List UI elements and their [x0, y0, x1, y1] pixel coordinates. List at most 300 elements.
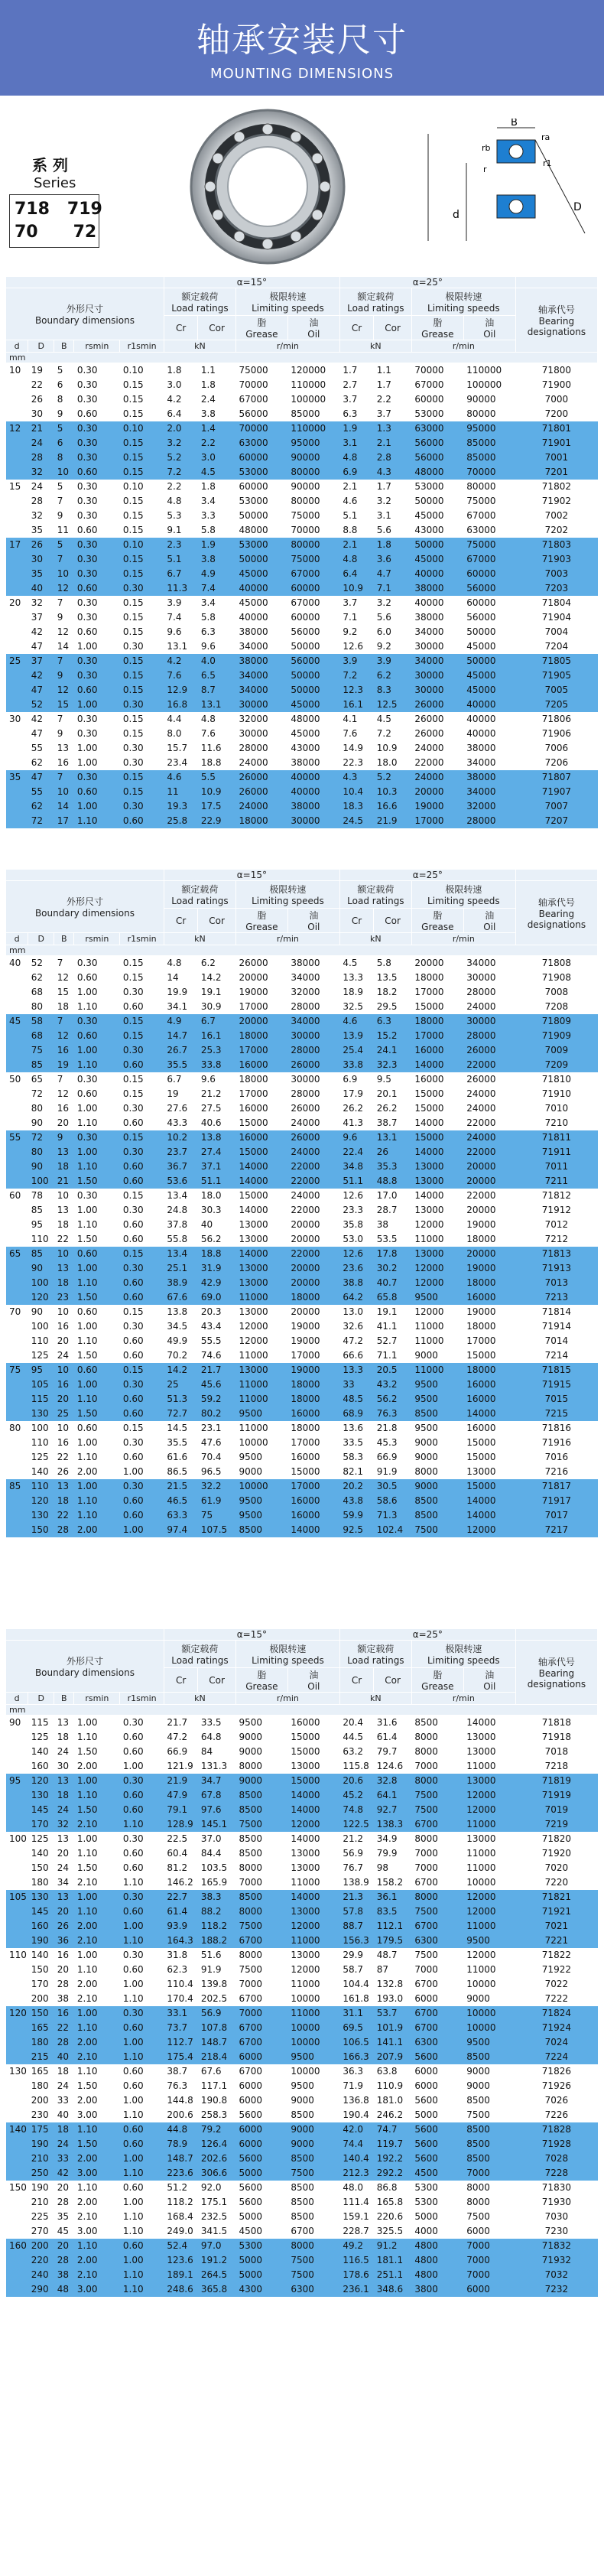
table-cell: 13000	[235, 1261, 287, 1276]
table-cell: 45000	[287, 698, 339, 712]
header-blank-cell	[515, 277, 597, 288]
table-cell: 9	[54, 509, 74, 523]
table-row	[6, 1846, 598, 1861]
table-cell: 42.9	[198, 1276, 236, 1290]
table-cell: 0.15	[120, 509, 164, 523]
table-cell	[6, 1436, 28, 1450]
table-row	[6, 2064, 598, 2079]
table-cell: 45	[6, 1014, 28, 1029]
table-row	[6, 2181, 598, 2195]
table-cell: 1.10	[120, 2268, 164, 2282]
table-cell: 24	[54, 2079, 74, 2093]
table-cell: 21	[28, 421, 54, 436]
table-row	[6, 1963, 598, 1977]
table-cell: 58.3	[339, 1450, 373, 1465]
table-cell: 24000	[463, 1087, 515, 1101]
table-cell: 7008	[515, 985, 597, 1000]
table-cell: 13000	[235, 1276, 287, 1290]
table-cell: 12000	[463, 1803, 515, 1817]
table-cell: 6300	[411, 2035, 463, 2050]
table-cell: 7005	[515, 683, 597, 698]
header-designation	[515, 288, 597, 353]
table-cell: 5	[54, 363, 74, 379]
table-cell	[6, 407, 28, 421]
table-row	[6, 1290, 598, 1305]
table-cell: 56000	[463, 610, 515, 625]
table-row	[6, 1072, 598, 1087]
table-cell: 11	[164, 785, 197, 799]
table-cell: 47	[28, 770, 54, 785]
header-angle-15: α=15°	[164, 870, 339, 881]
header-grease-cn: 脂	[433, 317, 443, 328]
table-cell: 13	[54, 1774, 74, 1788]
table-cell: 107.5	[198, 1523, 236, 1537]
table-cell: 1.10	[74, 2064, 120, 2079]
table-cell: 23.1	[198, 1421, 236, 1436]
table-row	[6, 2210, 598, 2224]
table-cell: 10000	[287, 2035, 339, 2050]
table-row	[6, 1058, 598, 1072]
table-cell: 7.2	[164, 465, 197, 480]
header-col-cr: Cr	[339, 909, 373, 933]
table-cell: 9500	[463, 1934, 515, 1948]
table-cell: 70000	[235, 421, 287, 436]
table-row	[6, 1803, 598, 1817]
table-cell: 6000	[235, 2122, 287, 2137]
header-oil-cn: 油	[309, 317, 319, 328]
table-cell: 7032	[515, 2268, 597, 2282]
table-cell: 5.6	[374, 523, 412, 538]
table-cell: 43.8	[339, 1494, 373, 1508]
table-cell: 24	[54, 1803, 74, 1817]
table-cell: 70	[6, 1305, 28, 1319]
table-cell: 4.5	[339, 956, 373, 971]
table-cell: 1.00	[74, 1377, 120, 1392]
table-cell: 71918	[515, 1730, 597, 1745]
table-cell	[6, 1465, 28, 1479]
table-cell: 20.4	[339, 1716, 373, 1731]
table-cell: 8	[54, 450, 74, 465]
table-cell	[6, 1730, 28, 1745]
table-cell: 1.10	[74, 1494, 120, 1508]
table-cell: 52	[28, 956, 54, 971]
table-cell: 1.10	[120, 2166, 164, 2181]
table-cell: 35.5	[164, 1436, 197, 1450]
series-code-grid	[9, 194, 102, 248]
table-cell: 26	[54, 1919, 74, 1934]
table-cell: 48.5	[339, 1392, 373, 1407]
table-cell: 225	[28, 2210, 54, 2224]
table-cell: 110.4	[164, 1977, 197, 1992]
table-cell: 17000	[287, 1436, 339, 1450]
table-cell: 141.1	[374, 2035, 412, 2050]
table-cell: 165	[28, 2064, 54, 2079]
header-grease-cn: 脂	[433, 910, 443, 921]
table-cell: 8000	[411, 1465, 463, 1479]
table-cell: 0.60	[120, 1904, 164, 1919]
header-col-cr: Cr	[164, 316, 197, 340]
table-cell: 4.8	[339, 552, 373, 567]
table-cell: 7022	[515, 1977, 597, 1992]
table-cell: 1.00	[120, 2093, 164, 2108]
table-cell: 71917	[515, 1494, 597, 1508]
table-cell: 18000	[411, 971, 463, 985]
table-cell: 9	[54, 668, 74, 683]
table-cell: 71905	[515, 668, 597, 683]
table-cell: 71803	[515, 538, 597, 552]
table-cell: 12000	[287, 1963, 339, 1977]
table-cell: 71822	[515, 1948, 597, 1963]
table-cell: 71814	[515, 1305, 597, 1319]
header-unit-mm: mm	[6, 353, 598, 363]
table-cell: 16000	[463, 1377, 515, 1392]
table-row	[6, 1479, 598, 1494]
table-cell: 71916	[515, 1436, 597, 1450]
table-cell: 16.1	[339, 698, 373, 712]
table-cell: 20000	[287, 1232, 339, 1247]
table-cell: 4.8	[164, 494, 197, 509]
table-cell: 12	[54, 1087, 74, 1101]
table-row	[6, 668, 598, 683]
table-cell: 68	[28, 985, 54, 1000]
table-row	[6, 741, 598, 756]
table-cell: 7500	[411, 1948, 463, 1963]
table-cell: 5.2	[374, 770, 412, 785]
table-cell: 0.15	[120, 1072, 164, 1087]
table-cell: 1.00	[74, 1043, 120, 1058]
table-cell: 84	[198, 1745, 236, 1759]
table-cell: 4.6	[339, 494, 373, 509]
table-cell: 45000	[463, 668, 515, 683]
header-load-group	[339, 1641, 411, 1668]
table-cell: 20.3	[198, 1305, 236, 1319]
table-cell: 15000	[411, 1087, 463, 1101]
table-cell: 3.00	[74, 2282, 120, 2297]
table-cell: 95	[28, 1363, 54, 1377]
table-cell: 130	[28, 1890, 54, 1904]
table-cell: 4800	[411, 2253, 463, 2268]
header-col-r1s: r1smin	[120, 933, 164, 945]
diagram-label: ra	[541, 132, 550, 142]
table-cell: 71914	[515, 1319, 597, 1334]
table-cell: 20000	[463, 1174, 515, 1189]
table-cell: 17000	[411, 814, 463, 828]
table-cell: 27.5	[198, 1101, 236, 1116]
table-row	[6, 1861, 598, 1875]
header-col-cor: Cor	[374, 909, 412, 933]
table-cell: 117.1	[198, 2079, 236, 2093]
table-cell: 6000	[411, 2064, 463, 2079]
table-cell	[6, 552, 28, 567]
table-cell: 8000	[463, 2195, 515, 2210]
header-speed-group	[235, 1641, 339, 1668]
table-cell: 22000	[287, 1247, 339, 1261]
table-cell: 40	[6, 956, 28, 971]
table-cell: 3.8	[198, 407, 236, 421]
table-cell: 7218	[515, 1759, 597, 1774]
table-cell: 7224	[515, 2050, 597, 2064]
table-cell: 7011	[515, 1160, 597, 1174]
table-cell: 4000	[411, 2224, 463, 2239]
table-cell: 0.60	[120, 1232, 164, 1247]
table-cell: 0.30	[120, 1890, 164, 1904]
header-grease-en: Grease	[245, 922, 278, 932]
table-cell: 1.50	[74, 1290, 120, 1305]
table-cell: 33.5	[198, 1716, 236, 1731]
diagram-line	[535, 140, 585, 233]
table-cell: 5600	[235, 2152, 287, 2166]
table-cell: 33.8	[339, 1058, 373, 1072]
table-cell: 16000	[463, 1290, 515, 1305]
table-cell: 160	[28, 1919, 54, 1934]
table-cell: 16.6	[374, 799, 412, 814]
table-cell: 0.60	[120, 1174, 164, 1189]
table-cell: 0.15	[120, 1014, 164, 1029]
table-cell: 60.4	[164, 1846, 197, 1861]
table-cell: 56.9	[198, 2006, 236, 2021]
table-cell: 110	[28, 1232, 54, 1247]
table-cell: 16	[54, 2006, 74, 2021]
table-cell: 250	[28, 2166, 54, 2181]
table-cell: 19000	[463, 1261, 515, 1276]
table-cell: 1.10	[74, 2021, 120, 2035]
page-title-en: MOUNTING DIMENSIONS	[209, 66, 395, 82]
table-cell: 64.2	[339, 1290, 373, 1305]
table-cell: 17000	[463, 1334, 515, 1348]
table-cell: 30000	[411, 639, 463, 654]
header-unit-kn: kN	[164, 340, 235, 353]
table-row	[6, 1145, 598, 1160]
table-cell: 74.8	[339, 1803, 373, 1817]
table-cell: 16000	[463, 1392, 515, 1407]
table-cell: 32000	[287, 985, 339, 1000]
table-cell: 7	[54, 712, 74, 727]
table-cell: 14000	[411, 1058, 463, 1072]
table-cell: 12	[54, 581, 74, 596]
table-cell: 71.9	[339, 2079, 373, 2093]
header-speed-cn: 极限转速	[445, 884, 482, 895]
table-cell: 140	[6, 2122, 28, 2137]
spec-table-block	[6, 870, 598, 1537]
table-cell: 175	[28, 2122, 54, 2137]
table-cell: 161.8	[339, 1992, 373, 2006]
table-cell: 63000	[235, 436, 287, 450]
table-cell: 71812	[515, 1189, 597, 1203]
table-cell: 20	[54, 2239, 74, 2253]
table-cell: 3.9	[374, 654, 412, 668]
table-cell: 90	[28, 1116, 54, 1130]
table-cell: 7017	[515, 1508, 597, 1523]
table-cell: 32.8	[374, 1774, 412, 1788]
table-cell: 71903	[515, 552, 597, 567]
table-cell: 7205	[515, 698, 597, 712]
table-cell: 15000	[411, 1101, 463, 1116]
table-cell: 18	[54, 1788, 74, 1803]
header-unit-rpm: r/min	[411, 933, 515, 945]
table-cell: 13000	[235, 1218, 287, 1232]
table-cell: 11000	[235, 1421, 287, 1436]
table-cell: 34000	[235, 639, 287, 654]
header-col-cr: Cr	[164, 1668, 197, 1693]
table-cell: 0.30	[120, 1043, 164, 1058]
table-cell: 21.2	[339, 1832, 373, 1846]
table-cell: 0.10	[120, 538, 164, 552]
table-cell: 22000	[287, 1174, 339, 1189]
header-col-d: d	[6, 933, 28, 945]
table-cell: 97.0	[198, 2239, 236, 2253]
table-cell: 22	[28, 378, 54, 392]
table-cell: 8000	[411, 1774, 463, 1788]
table-cell: 6700	[235, 2021, 287, 2035]
table-cell: 7226	[515, 2108, 597, 2122]
table-cell: 61.4	[374, 1730, 412, 1745]
table-cell: 20000	[235, 1014, 287, 1029]
table-cell: 71911	[515, 1145, 597, 1160]
table-cell: 71915	[515, 1377, 597, 1392]
table-row	[6, 2224, 598, 2239]
table-cell: 7012	[515, 1218, 597, 1232]
table-cell: 0.15	[120, 552, 164, 567]
table-cell: 120	[28, 1494, 54, 1508]
table-cell: 4.8	[198, 712, 236, 727]
table-cell: 72	[28, 814, 54, 828]
table-cell: 1.10	[74, 2122, 120, 2137]
table-cell: 5600	[411, 2152, 463, 2166]
table-cell: 10000	[463, 1977, 515, 1992]
table-cell: 6000	[235, 2093, 287, 2108]
table-cell: 7500	[235, 1817, 287, 1832]
table-cell	[6, 1963, 28, 1977]
table-cell: 0.15	[120, 450, 164, 465]
table-cell: 38000	[287, 956, 339, 971]
table-cell: 0.15	[120, 494, 164, 509]
table-cell	[6, 450, 28, 465]
table-cell: 11000	[463, 1919, 515, 1934]
header-unit-kn: kN	[339, 1693, 411, 1705]
table-cell: 1.50	[74, 1174, 120, 1189]
table-cell	[6, 523, 28, 538]
table-row	[6, 639, 598, 654]
table-cell: 7009	[515, 1043, 597, 1058]
table-cell: 11000	[463, 1846, 515, 1861]
table-cell: 18.3	[339, 799, 373, 814]
table-row	[6, 2195, 598, 2210]
table-cell: 70000	[287, 523, 339, 538]
table-cell: 74.7	[374, 2122, 412, 2137]
table-cell: 3.7	[339, 392, 373, 407]
table-cell: 80000	[463, 480, 515, 494]
header-load-cn: 额定载荷	[357, 884, 395, 895]
table-cell: 35.8	[339, 1218, 373, 1232]
table-cell: 27.4	[198, 1145, 236, 1160]
diagram-label: rb	[482, 143, 491, 153]
table-cell: 28000	[463, 985, 515, 1000]
table-cell: 138.9	[339, 1875, 373, 1890]
table-cell: 20.2	[339, 1479, 373, 1494]
table-cell: 85	[28, 1247, 54, 1261]
table-cell: 220	[28, 2253, 54, 2268]
table-cell: 32	[28, 596, 54, 610]
table-cell: 13000	[463, 1745, 515, 1759]
table-cell: 67.6	[198, 2064, 236, 2079]
table-cell: 30000	[287, 814, 339, 828]
table-cell: 21.9	[164, 1774, 197, 1788]
table-cell: 71810	[515, 1072, 597, 1087]
table-cell: 11000	[411, 1319, 463, 1334]
table-cell: 1.00	[74, 1145, 120, 1160]
table-cell: 145	[28, 1803, 54, 1817]
table-cell: 30.5	[374, 1479, 412, 1494]
table-cell: 30	[28, 407, 54, 421]
table-cell: 40000	[463, 698, 515, 712]
table-cell: 64.8	[198, 1730, 236, 1745]
table-cell: 2.2	[198, 436, 236, 450]
table-cell: 4.0	[198, 654, 236, 668]
table-cell: 22000	[287, 1203, 339, 1218]
table-cell: 83.5	[374, 1904, 412, 1919]
table-row	[6, 1948, 598, 1963]
table-cell: 40000	[235, 610, 287, 625]
table-cell: 8500	[235, 1788, 287, 1803]
table-cell: 7	[54, 494, 74, 509]
table-cell: 125	[28, 1450, 54, 1465]
table-cell: 13000	[463, 1774, 515, 1788]
table-cell: 60000	[463, 567, 515, 581]
table-cell: 0.10	[120, 421, 164, 436]
table-row	[6, 1730, 598, 1745]
table-cell: 5.2	[164, 450, 197, 465]
table-cell: 4.7	[374, 567, 412, 581]
table-cell: 13.4	[164, 1247, 197, 1261]
table-cell: 145	[28, 1904, 54, 1919]
table-cell: 53.5	[374, 1232, 412, 1247]
table-cell: 16.8	[164, 698, 197, 712]
header-load-cn: 额定载荷	[357, 291, 395, 302]
table-cell	[6, 1977, 28, 1992]
table-cell: 88.2	[198, 1904, 236, 1919]
table-cell: 7002	[515, 509, 597, 523]
table-cell: 0.30	[120, 1101, 164, 1116]
table-cell: 4.5	[374, 712, 412, 727]
table-cell: 38.8	[339, 1276, 373, 1290]
header-angle-15: α=15°	[164, 277, 339, 288]
table-cell: 18000	[411, 1014, 463, 1029]
table-cell: 1.00	[74, 1261, 120, 1276]
table-cell: 45000	[411, 509, 463, 523]
table-cell: 50	[6, 1072, 28, 1087]
table-row	[6, 1832, 598, 1846]
table-cell: 18	[54, 1218, 74, 1232]
table-cell: 56000	[411, 450, 463, 465]
table-cell: 72	[28, 1087, 54, 1101]
table-cell: 7026	[515, 2093, 597, 2108]
table-cell: 71906	[515, 727, 597, 741]
table-cell: 10	[54, 1305, 74, 1319]
table-cell: 240	[28, 2268, 54, 2282]
header-speed-cn: 极限转速	[269, 884, 307, 895]
table-cell: 32000	[463, 799, 515, 814]
table-cell: 25.4	[339, 1043, 373, 1058]
table-cell: 0.60	[120, 1730, 164, 1745]
table-cell: 10	[54, 1247, 74, 1261]
table-cell: 38000	[463, 770, 515, 785]
table-cell: 5.5	[198, 770, 236, 785]
table-cell: 6700	[235, 2035, 287, 2050]
header-col-cor: Cor	[198, 909, 236, 933]
table-cell: 0.60	[120, 2021, 164, 2035]
table-cell: 112.1	[374, 1919, 412, 1934]
table-cell: 120000	[287, 363, 339, 379]
